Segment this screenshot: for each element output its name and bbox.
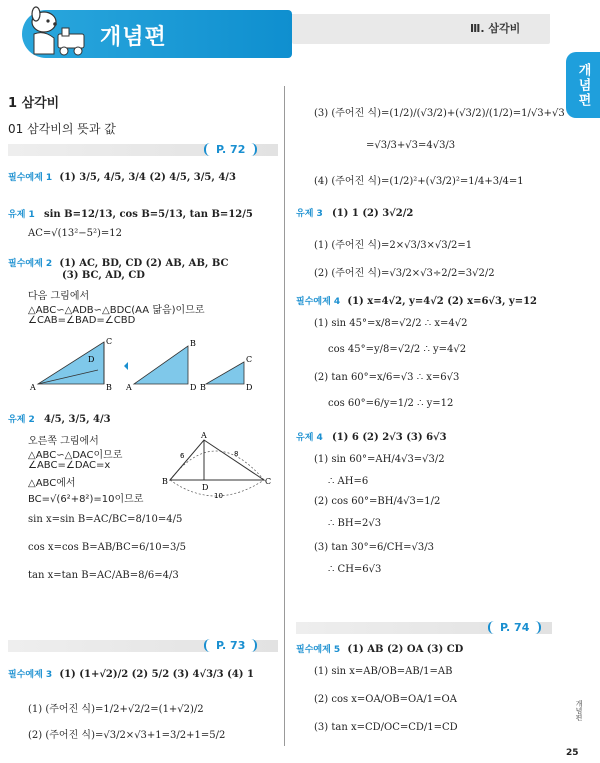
page-ref: P. 74 bbox=[488, 621, 541, 634]
q3-line2: (2) (주어진 식)=√3/2×√3÷2/2=3√2/2 bbox=[314, 268, 495, 279]
ex2-line3: 다음 그림에서 bbox=[28, 291, 90, 302]
svg-text:A: A bbox=[201, 431, 207, 440]
svg-text:C: C bbox=[246, 355, 253, 364]
example-label: 필수예제 3 bbox=[8, 670, 53, 680]
svg-text:A: A bbox=[30, 383, 36, 392]
q1-line2: AC=√(13²−5²)=12 bbox=[28, 228, 123, 239]
svg-text:B: B bbox=[106, 383, 112, 392]
example-answer: (1) 3/5, 4/5, 3/4 (2) 4/5, 3/5, 4/3 bbox=[59, 172, 236, 183]
svg-text:10: 10 bbox=[214, 492, 223, 500]
example-label: 필수예제 2 bbox=[8, 259, 53, 269]
example-5 bbox=[296, 642, 463, 655]
svg-text:D: D bbox=[246, 383, 253, 392]
ex4-line: cos 60°=6/y=1/2 ∴ y=12 bbox=[328, 398, 454, 409]
q4-line: (3) tan 30°=6/CH=√3/3 bbox=[314, 542, 434, 553]
q4-line: (1) sin 60°=AH/4√3=√3/2 bbox=[314, 454, 445, 465]
example-answer: (1) x=4√2, y=4√2 (2) x=6√3, y=12 bbox=[347, 296, 538, 307]
question-answer: sin B=12/13, cos B=5/13, tan B=12/5 bbox=[43, 209, 253, 220]
header-title: 개념편 bbox=[100, 25, 167, 50]
q2-line: ∠ABC=∠DAC=x bbox=[28, 460, 111, 471]
mascot-icon bbox=[20, 4, 90, 60]
q2-line: BC=√(6²+8²)=10이므로 bbox=[28, 494, 144, 505]
question-1 bbox=[8, 207, 253, 220]
similar-triangles-figure bbox=[28, 332, 268, 395]
q2-line: sin x=sin B=AC/BC=8/10=4/5 bbox=[28, 514, 183, 525]
side-tab: 개념편 bbox=[566, 52, 600, 118]
svg-text:C: C bbox=[106, 337, 113, 346]
example-answer: (1) AB (2) OA (3) CD bbox=[347, 644, 464, 655]
svg-text:B: B bbox=[162, 477, 168, 486]
ex2-line2: (3) BC, AD, CD bbox=[62, 270, 145, 281]
footer-tab: 개념편 bbox=[575, 700, 583, 721]
question-answer: 4/5, 3/5, 4/3 bbox=[43, 414, 111, 425]
example-answer: (1) AC, BD, CD (2) AB, AB, BC bbox=[59, 258, 229, 269]
subsection-title: 01 삼각비의 뜻과 값 bbox=[8, 122, 116, 136]
example-label: 필수예제 5 bbox=[296, 645, 341, 655]
example-label: 필수예제 4 bbox=[296, 297, 341, 307]
example-3 bbox=[8, 667, 254, 680]
svg-text:C: C bbox=[265, 477, 272, 486]
ex4-line: (2) tan 60°=x/6=√3 ∴ x=6√3 bbox=[314, 372, 460, 383]
ex5-line: (1) sin x=AB/OB=AB/1=AB bbox=[314, 666, 453, 677]
q2-line: 오른쪽 그림에서 bbox=[28, 436, 99, 447]
altitude-triangle-figure bbox=[160, 432, 270, 505]
svg-text:8: 8 bbox=[234, 450, 239, 458]
svg-text:6: 6 bbox=[180, 452, 185, 460]
svg-text:D: D bbox=[88, 355, 95, 364]
ex3-line2: (2) (주어진 식)=√3/2×√3+1=3/2+1=5/2 bbox=[28, 730, 226, 741]
question-label: 유제 4 bbox=[296, 433, 323, 443]
ex5-line: (3) tan x=CD/OC=CD/1=CD bbox=[314, 722, 458, 733]
question-answer: (1) 1 (2) 3√2/2 bbox=[331, 208, 414, 219]
q4-line: ∴ BH=2√3 bbox=[328, 518, 382, 529]
r-line2: =√3/3+√3=4√3/3 bbox=[366, 140, 456, 151]
ex5-line: (2) cos x=OA/OB=OA/1=OA bbox=[314, 694, 457, 705]
section-title: 1 삼각비 bbox=[8, 96, 60, 111]
q4-line: ∴ CH=6√3 bbox=[328, 564, 382, 575]
page-ref: P. 72 bbox=[204, 143, 257, 156]
svg-text:B: B bbox=[200, 383, 206, 392]
svg-text:D: D bbox=[202, 483, 209, 492]
question-4 bbox=[296, 430, 447, 443]
svg-text:D: D bbox=[190, 383, 197, 392]
q3-line1: (1) (주어진 식)=2×√3/3×√3/2=1 bbox=[314, 240, 473, 251]
question-label: 유제 1 bbox=[8, 210, 35, 220]
q4-line: ∴ AH=6 bbox=[328, 476, 369, 487]
r-line3: (4) (주어진 식)=(1/2)²+(√3/2)²=1/4+3/4=1 bbox=[314, 176, 524, 187]
example-label: 필수예제 1 bbox=[8, 173, 53, 183]
example-answer: (1) (1+√2)/2 (2) 5/2 (3) 4√3/3 (4) 1 bbox=[59, 669, 254, 680]
example-2 bbox=[8, 256, 228, 269]
question-2 bbox=[8, 412, 111, 425]
svg-text:A: A bbox=[126, 383, 132, 392]
page-number: 25 bbox=[566, 748, 579, 758]
column-divider bbox=[284, 86, 285, 746]
ex4-line: (1) sin 45°=x/8=√2/2 ∴ x=4√2 bbox=[314, 318, 468, 329]
svg-text:B: B bbox=[190, 339, 196, 348]
question-answer: (1) 6 (2) 2√3 (3) 6√3 bbox=[331, 432, 447, 443]
ex2-line4: △ABC∽△ADB∽△BDC(AA 닮음)이므로 bbox=[28, 305, 205, 316]
q2-line: tan x=tan B=AC/AB=8/6=4/3 bbox=[28, 570, 179, 581]
ex4-line: cos 45°=y/8=√2/2 ∴ y=4√2 bbox=[328, 344, 467, 355]
ex3-line1: (1) (주어진 식)=1/2+√2/2=(1+√2)/2 bbox=[28, 704, 204, 715]
page-ref: P. 73 bbox=[204, 639, 257, 652]
r-line1: (3) (주어진 식)=(1/2)/(√3/2)+(√3/2)/(1/2)=1/√3+√3 bbox=[314, 108, 565, 119]
question-label: 유제 3 bbox=[296, 209, 323, 219]
q2-line: △ABC에서 bbox=[28, 478, 76, 489]
question-label: 유제 2 bbox=[8, 415, 35, 425]
example-4 bbox=[296, 294, 537, 307]
q2-line: △ABC∽△DAC이므로 bbox=[28, 450, 123, 461]
question-3 bbox=[296, 206, 413, 219]
q2-line: cos x=cos B=AB/BC=6/10=3/5 bbox=[28, 542, 187, 553]
ex2-line5: ∠CAB=∠BAD=∠CBD bbox=[28, 315, 136, 326]
chapter-label: Ⅲ. 삼각비 bbox=[470, 22, 521, 35]
q4-line: (2) cos 60°=BH/4√3=1/2 bbox=[314, 496, 441, 507]
example-1 bbox=[8, 170, 236, 183]
